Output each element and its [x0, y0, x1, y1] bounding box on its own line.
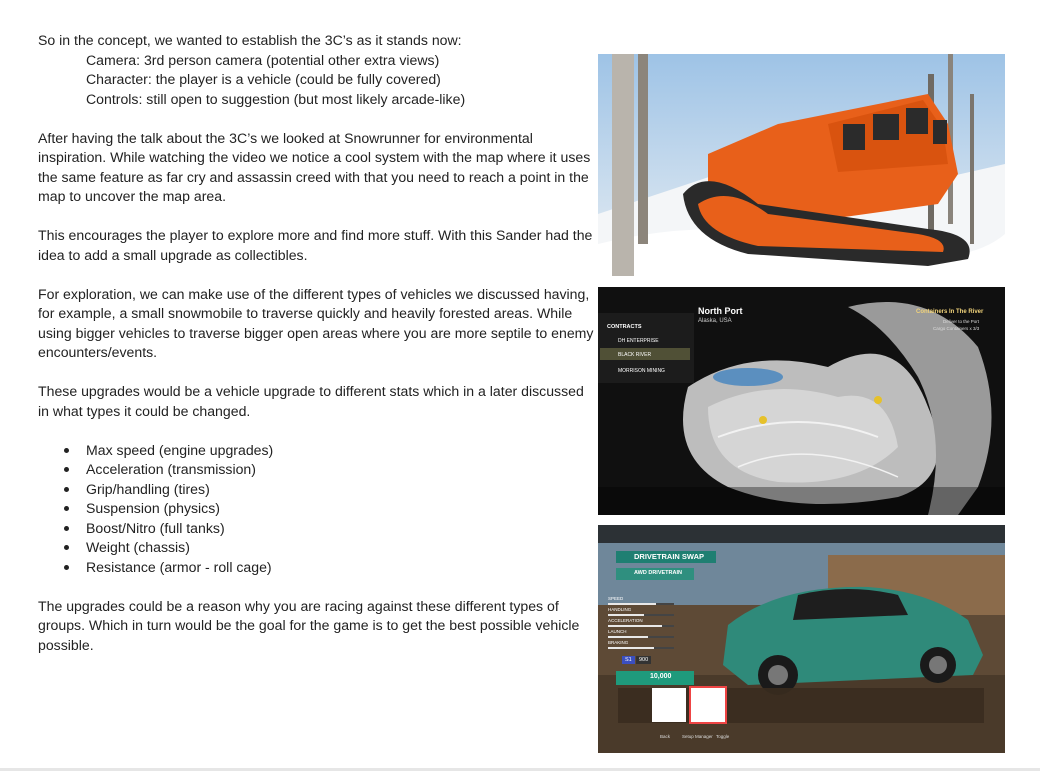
snowcat-photo: [598, 54, 1005, 276]
contract-item[interactable]: DH ENTERPRISE: [618, 338, 659, 344]
stat-bar-fill: [608, 603, 656, 605]
list-item: Boost/Nitro (full tanks): [38, 519, 598, 539]
contract-item[interactable]: BLACK RIVER: [618, 352, 652, 358]
stat-label: SPEED: [608, 596, 624, 601]
class-badge: S1: [622, 656, 635, 664]
stat-bar: [608, 603, 674, 605]
stat-bar: [608, 647, 674, 649]
price-label: 10,000: [650, 673, 672, 680]
garage-screenshot: [598, 525, 1005, 753]
stat-bar-fill: [608, 636, 648, 638]
three-c-controls: Controls: still open to suggestion (but most likely arcade-like): [86, 90, 466, 107]
option-label: AWD DRIVETRAIN: [634, 570, 682, 576]
paragraph-exploration: For exploration, we can make use of the different types of vehicles we discussed having, for example, a small snowmobile to traverse quickly and heavily forested areas. While using bigger vehicles to traverse bigger open areas where you are more septile to enemy encounters/events.: [38, 285, 594, 360]
stat-label: HANDLING: [608, 607, 632, 612]
map-location: North Port: [698, 306, 743, 316]
task-line-1: Deliver to the Port: [943, 319, 980, 324]
map-region: Alaska, USA: [698, 318, 732, 324]
list-item: Resistance (armor - roll cage): [38, 558, 598, 578]
list-item: Acceleration (transmission): [38, 460, 598, 480]
three-c-camera: Camera: 3rd person camera (potential other extra views): [86, 51, 440, 68]
list-item: Grip/handling (tires): [38, 480, 598, 500]
stat-bar: [608, 636, 674, 638]
stat-bar: [608, 614, 674, 616]
map-screenshot: [598, 287, 1005, 515]
task-title: Containers In The River: [916, 309, 984, 315]
three-c-character: Character: the player is a vehicle (could be fully covered): [86, 71, 441, 87]
snowcat-illustration: [598, 54, 1005, 276]
list-item: Max speed (engine upgrades): [38, 441, 598, 461]
contracts-header: CONTRACTS: [607, 324, 642, 330]
stat-bar: [608, 625, 674, 627]
stat-label: ACCELERATION: [608, 618, 643, 623]
stat-label: BRAKING: [608, 640, 629, 645]
stat-bar-fill: [608, 647, 654, 649]
stat-label: LAUNCH: [608, 629, 627, 634]
intro-line: So in the concept, we wanted to establish the 3C’s as it stands now:: [38, 32, 462, 48]
paragraph-conclusion: The upgrades could be a reason why you are racing against these different types of groups. Which in turn would be the goal for the game is to get the best possible vehicle possible.: [38, 597, 580, 653]
stat-bar-fill: [608, 614, 644, 616]
list-item: Suspension (physics): [38, 499, 598, 519]
list-item: Weight (chassis): [38, 538, 598, 558]
contract-item[interactable]: MORRISON MINING: [618, 368, 665, 374]
upgrade-list: [38, 441, 598, 578]
hint-back: Back: [660, 734, 671, 739]
upgrade-title: DRIVETRAIN SWAP: [634, 552, 705, 561]
paragraph-upgrades: These upgrades would be a vehicle upgrade to different stats which in a later discussed in what types it could be changed.: [38, 383, 584, 419]
paragraph-explore: This encourages the player to explore more and find more stuff. With this Sander had the idea to add a small upgrade as collectibles.: [38, 227, 593, 263]
paragraph-snowrunner: After having the talk about the 3C’s we looked at Snowrunner for environmental inspiration. While watching the video we notice a cool system with the map where it uses the same feature as far cry and assassin creed with that you need to reach a point in the map to uncover the map area.: [38, 129, 591, 204]
stat-bar-fill: [608, 625, 662, 627]
task-line-2: Cargo Containers x 3/3: [933, 326, 980, 331]
class-value: 900: [636, 656, 651, 664]
hint-setup: Setup Manager: [682, 734, 713, 739]
hint-toggle: Toggle: [716, 734, 730, 739]
document-body: [38, 31, 598, 655]
